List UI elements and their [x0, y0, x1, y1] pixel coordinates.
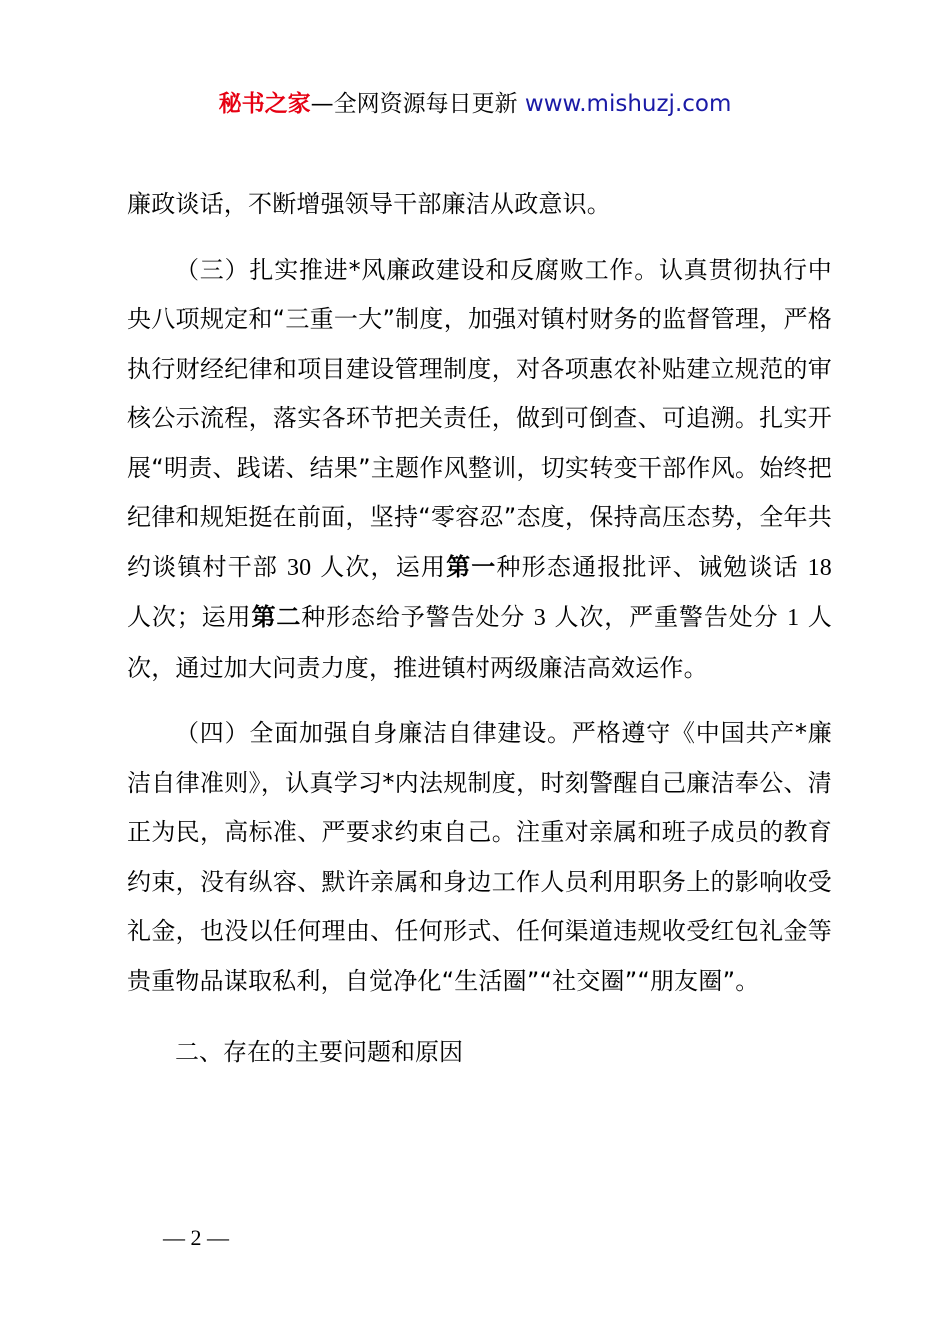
- number-value: 30: [286, 554, 312, 581]
- paragraph-section-three: [127, 246, 832, 694]
- number-value: 1: [787, 605, 800, 631]
- text-run: （三）扎实推进*风廉政建设和反腐败工作。认真贯彻执行中央八项规定和“三重一大”制度，加强对镇村财务的监督管理，严格执行财经纪律和项目建设管理制度，对各项惠农补贴建立规范的审核公示流程，落实各环节把关责任，做到可倒查、可追溯。扎实开展“明责、践诺、结果”主题作风整训，切实转变干部作风。始终把纪律和规矩挺在前面，坚持“零容忍”态度，保持高压态势，全年共约谈镇村干部: [127, 255, 832, 581]
- bold-text: 第一: [446, 552, 497, 581]
- header-tagline: —全网资源每日更新: [310, 91, 525, 117]
- paragraph-continuation: 廉政谈话，不断增强领导干部廉洁从政意识。: [127, 190, 611, 218]
- paragraph-section-four: （四）全面加强自身廉洁自律建设。严格遵守《中国共产*廉洁自律准则》，认真学习*内法规制度，时刻警醒自己廉洁奉公、清正为民，高标准、严要求约束自己。注重对亲属和班子成员的教育约束，没有纵容、默许亲属和身边工作人员利用职务上的影响收受礼金，也没以任何理由、任何形式、任何渠道违规收受红包礼金等贵重物品谋取私利，自觉净化“生活圈”“社交圈”“朋友圈”。: [127, 719, 832, 995]
- number-value: 18: [807, 554, 832, 581]
- page-number: — 2 —: [163, 1225, 229, 1250]
- number-value: 3: [533, 605, 546, 631]
- text-run: 人次，运用: [320, 552, 447, 581]
- section-heading: 二、存在的主要问题和原因: [175, 1038, 463, 1066]
- bold-text: 第二: [251, 603, 302, 631]
- text-run: 人次，严重警告处分: [554, 603, 779, 631]
- text-run: 种形态通报批评、诫勉谈话: [496, 552, 799, 581]
- document-body: [127, 180, 832, 1078]
- site-url-link[interactable]: www.mishuzj.com: [524, 91, 732, 117]
- text-run: 人次；运用: [127, 603, 252, 631]
- site-header: [0, 88, 950, 120]
- text-run: 种形态给予警告处分: [301, 603, 526, 631]
- text-run: 人次，通过加大问责力度，推进镇村两级廉洁高效运作。: [127, 603, 832, 682]
- brand-name: 秘书之家: [218, 91, 311, 117]
